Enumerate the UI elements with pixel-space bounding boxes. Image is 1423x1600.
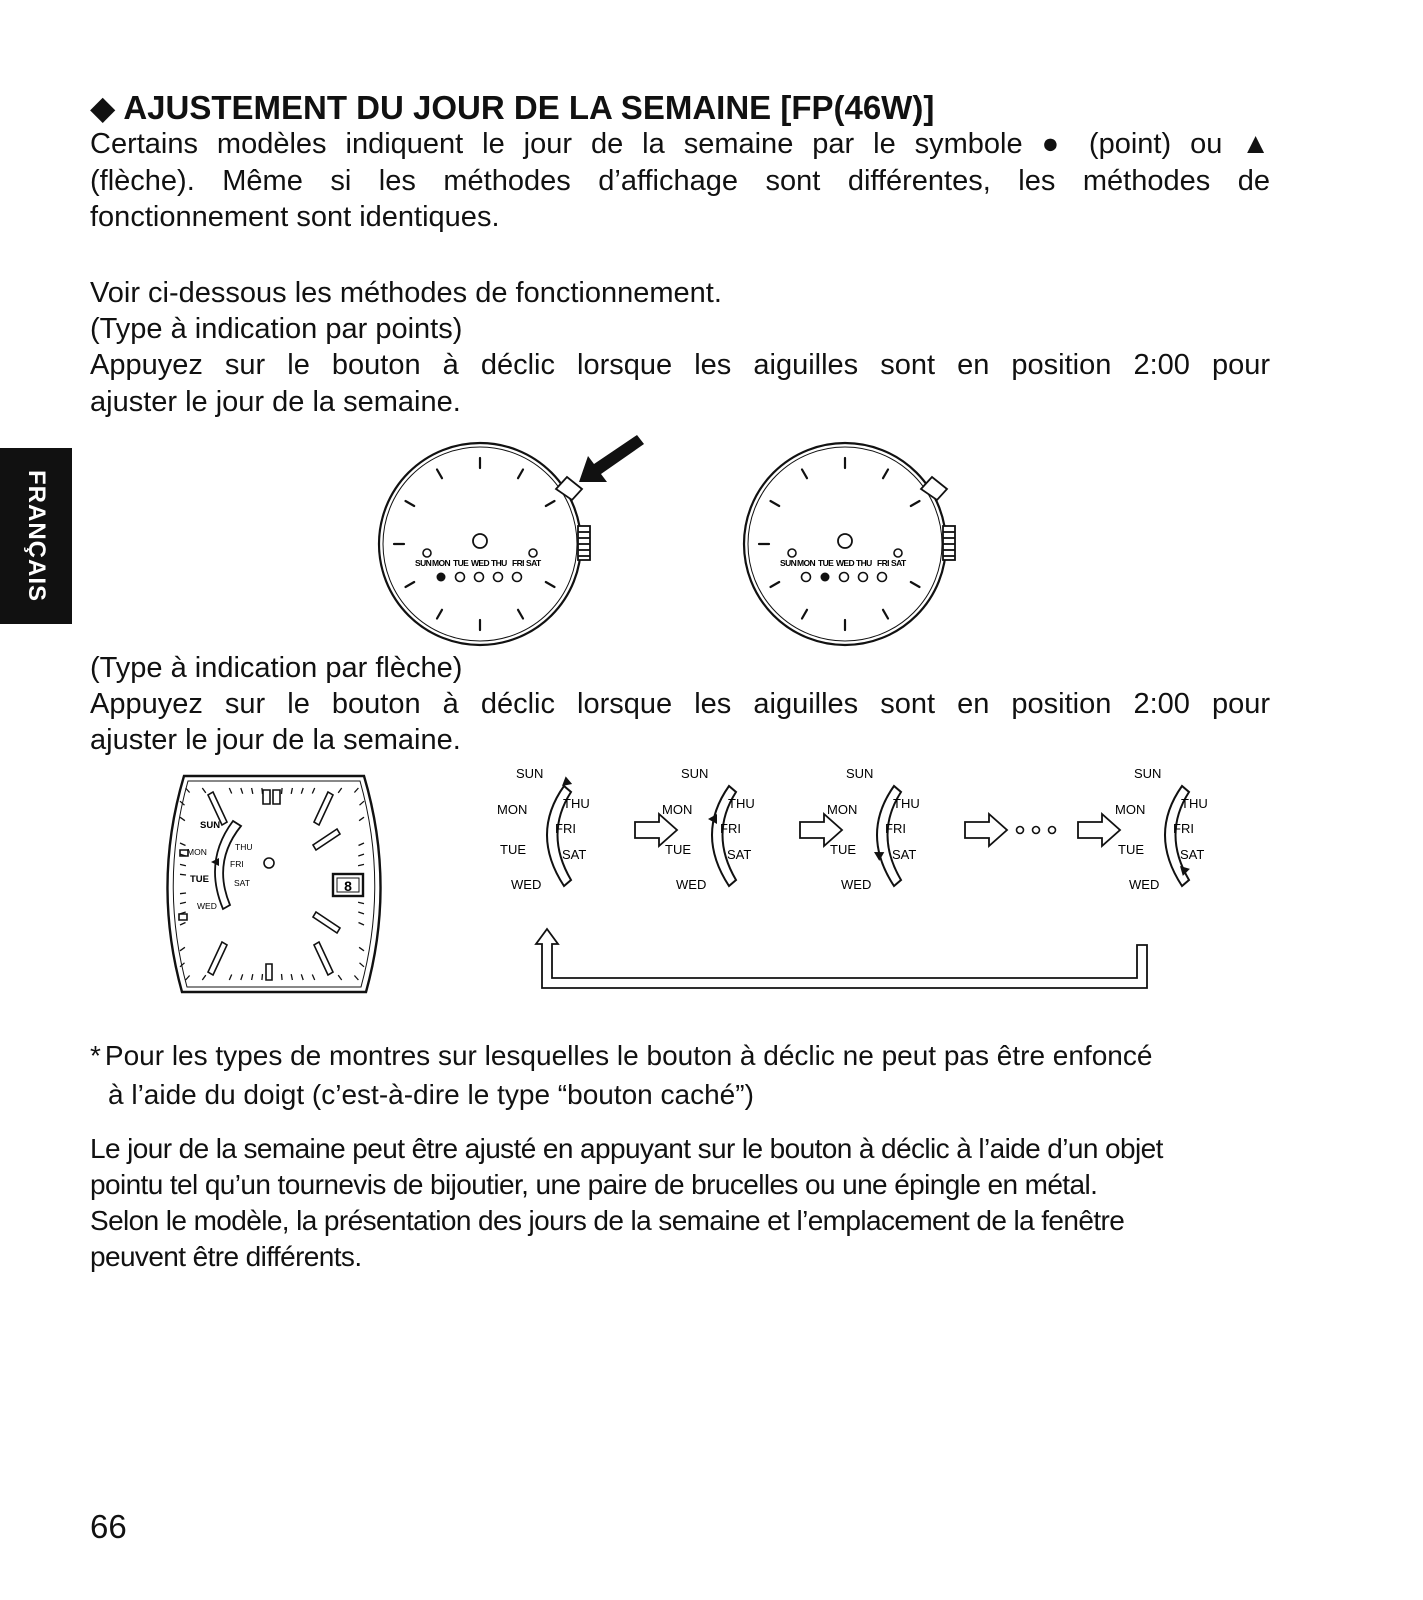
svg-text:WED: WED (836, 558, 855, 568)
center-pinion-icon (473, 534, 487, 548)
svg-text:THU: THU (235, 842, 253, 852)
body-line-2: pointu tel qu’un tournevis de bijoutier, une paire de brucelles ou une épingle en métal. (90, 1169, 1098, 1200)
day-label-sat: SAT (1180, 847, 1205, 862)
dot-type-illustration (370, 436, 990, 654)
note-line-1 (90, 1036, 1270, 1076)
day-label-mon: MON (1115, 802, 1146, 817)
day-label-wed: WED (511, 877, 542, 892)
svg-text:8: 8 (344, 878, 352, 894)
day-arc-step-4 (1115, 766, 1208, 892)
intro-line-2: (flèche). Même si les méthodes d’affichage sont différentes, les méthodes de (90, 165, 1270, 197)
day-label-fri: FRI (885, 821, 906, 836)
day-label-thu: THU (563, 796, 590, 811)
svg-text:SAT: SAT (526, 558, 541, 568)
svg-text:THU: THU (491, 558, 507, 568)
day-label-wed: WED (676, 877, 707, 892)
day-label-thu: THU (728, 796, 755, 811)
svg-text:WED: WED (471, 558, 490, 568)
dot-dial-before (379, 443, 581, 645)
language-tab-label: FRANÇAIS (23, 470, 50, 602)
section-heading: ◆ AJUSTEMENT DU JOUR DE LA SEMAINE [FP(46W)] (90, 89, 935, 126)
center-pinion-icon (838, 534, 852, 548)
svg-text:MON: MON (432, 558, 451, 568)
day-label-sun: SUN (1134, 766, 1162, 781)
day-arc-step-1 (497, 766, 590, 892)
day-label-sun: SUN (681, 766, 709, 781)
arrow-type-title: (Type à indication par flèche) (90, 652, 463, 684)
svg-text:SUN: SUN (780, 558, 797, 568)
intro-line-1: Certains modèles indiquent le jour de la semaine par le symbole ● (point) ou ▲ (90, 128, 1270, 160)
day-label-sat: SAT (562, 847, 587, 862)
svg-text:SUN: SUN (200, 820, 221, 831)
day-indicator-before (415, 549, 542, 582)
arrow-type-line-2: ajuster le jour de la semaine. (90, 724, 461, 756)
day-label-mon: MON (497, 802, 528, 817)
day-label-tue: TUE (500, 842, 526, 857)
svg-text:SAT: SAT (891, 558, 906, 568)
day-label-thu: THU (1181, 796, 1208, 811)
svg-text:FRI: FRI (512, 558, 524, 568)
date-window (333, 874, 363, 896)
svg-text:MON: MON (797, 558, 816, 568)
intro-line-3: fonctionnement sont identiques. (90, 201, 500, 233)
body-line-3: Selon le modèle, la présentation des jours de la semaine et l’emplacement de la fenêtre (90, 1205, 1125, 1236)
day-label-fri: FRI (1173, 821, 1194, 836)
day-label-wed: WED (1129, 877, 1160, 892)
arrow-type-watch-illustration (160, 774, 390, 996)
svg-text:SAT: SAT (234, 878, 250, 888)
note-asterisk: * (90, 1040, 101, 1071)
svg-text:MON: MON (187, 847, 207, 857)
note-text-1: Pour les types de montres sur lesquelles le bouton à déclic ne peut pas être enfoncé (104, 1040, 1153, 1071)
dot-type-title: (Type à indication par points) (90, 313, 463, 345)
day-label-tue: TUE (1118, 842, 1144, 857)
return-loop-arrow (536, 929, 1147, 988)
svg-text:FRI: FRI (230, 859, 244, 869)
note-line-2: à l’aide du doigt (c’est-à-dire le type “bouton caché”) (108, 1079, 754, 1110)
svg-text:THU: THU (856, 558, 872, 568)
page-number: 66 (90, 1508, 127, 1545)
body-line-4: peuvent être différents. (90, 1241, 362, 1272)
correction-button-icon (556, 477, 947, 500)
svg-text:WED: WED (197, 901, 217, 911)
day-label-mon: MON (827, 802, 858, 817)
ellipsis-icon (1017, 827, 1056, 834)
day-label-wed: WED (841, 877, 872, 892)
day-label-thu: THU (893, 796, 920, 811)
day-label-fri: FRI (720, 821, 741, 836)
day-label-tue: TUE (665, 842, 691, 857)
day-label-sat: SAT (892, 847, 917, 862)
svg-text:SUN: SUN (415, 558, 432, 568)
day-label-sun: SUN (846, 766, 874, 781)
language-tab (0, 448, 72, 624)
arrow-type-sequence (497, 766, 1230, 990)
body-line-1: Le jour de la semaine peut être ajusté en appuyant sur le bouton à déclic à l’aide d’un objet (90, 1133, 1163, 1164)
center-pinion-icon (264, 858, 274, 868)
day-label-fri: FRI (555, 821, 576, 836)
day-label-sat: SAT (727, 847, 752, 862)
day-label-tue: TUE (830, 842, 856, 857)
dot-dial-after (744, 443, 946, 645)
press-arrow-icon (579, 435, 644, 482)
arrow-type-line-1: Appuyez sur le bouton à déclic lorsque les aiguilles sont en position 2:00 pour (90, 688, 1270, 720)
svg-text:FRI: FRI (877, 558, 889, 568)
day-indicator-after (780, 549, 907, 582)
svg-text:TUE: TUE (453, 558, 469, 568)
day-label-mon: MON (662, 802, 693, 817)
day-label-sun: SUN (516, 766, 544, 781)
svg-text:TUE: TUE (818, 558, 834, 568)
dot-type-line-1: Appuyez sur le bouton à déclic lorsque les aiguilles sont en position 2:00 pour (90, 349, 1270, 381)
svg-text:TUE: TUE (190, 874, 209, 885)
dot-type-line-2: ajuster le jour de la semaine. (90, 386, 461, 418)
see-below-text: Voir ci-dessous les méthodes de fonctionnement. (90, 277, 722, 309)
